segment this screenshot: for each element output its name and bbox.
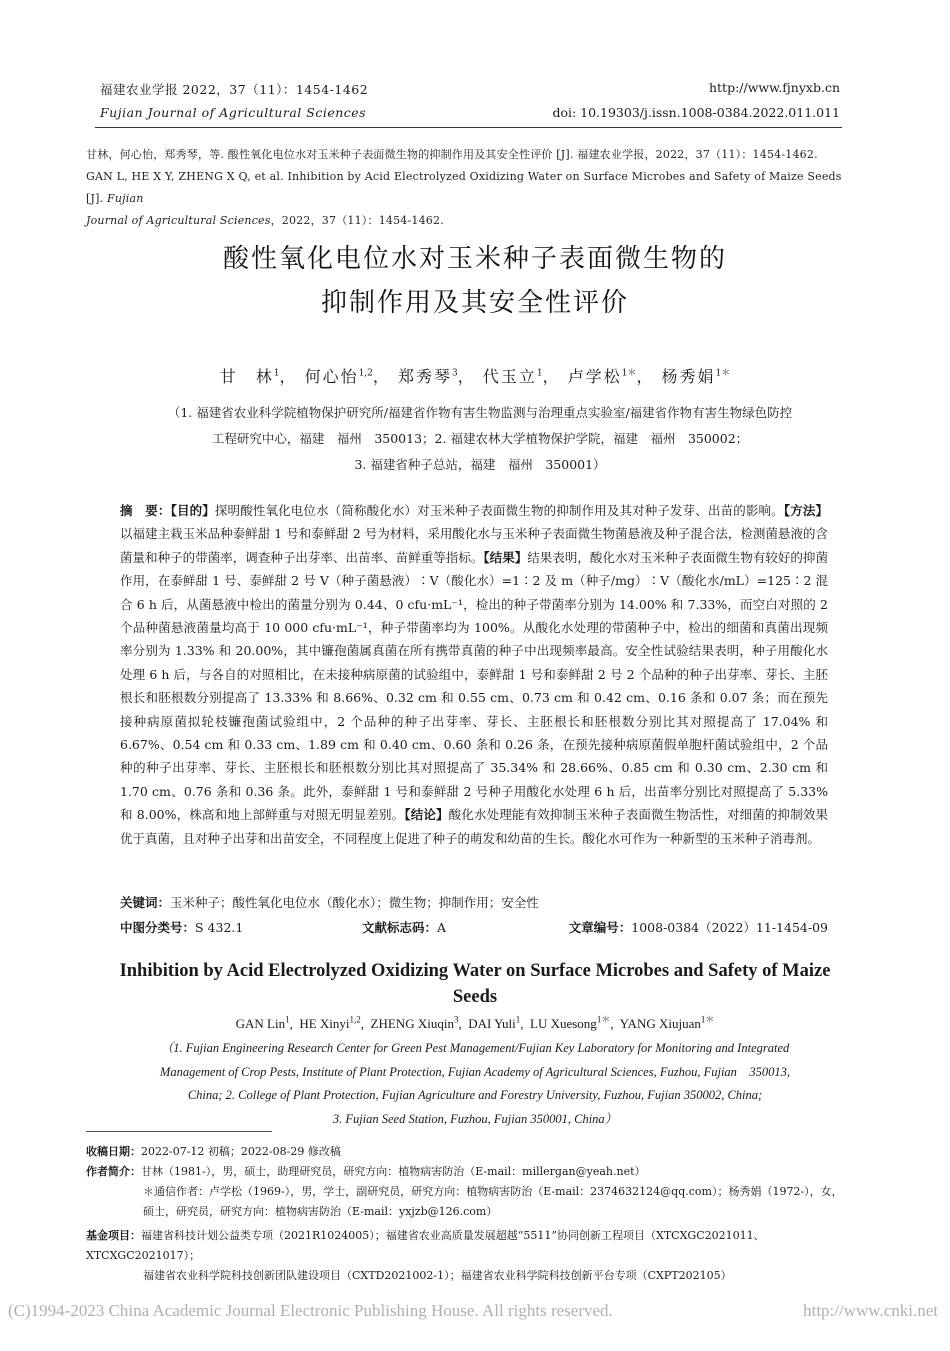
authors-cn: 甘 林$^1$， 何心怡$^{1,2}$， 郑秀琴$^3$， 代玉立$^1$， 卢学松$^{1*}$， 杨秀娟$^{1*}$: [219, 367, 731, 386]
classification: [120, 918, 828, 940]
citation-line-en-2: [86, 210, 856, 232]
affiliation-en-line: （1. Fujian Engineering Research Center for Green Pest Management/Fujian Key Laboratory for Monitoring and Integrated: [160, 1041, 790, 1055]
title-cn-line-2: 抑制作用及其安全性评价: [320, 288, 629, 318]
author-cn: 甘 林$^1$: [219, 367, 280, 386]
abstract-result: 结果表明，酸化水对玉米种子表面微生物有较好的抑菌作用，在泰鲜甜 1 号、泰鲜甜 2 号 V（种子菌悬液）∶V（酸化水）=1∶2 及 m（种子/mg）∶V（酸化水/mL）=125∶2 混合 6 h 后，从菌悬液中检出的菌量分别为 0.44、0 cfu·mL⁻¹，检出的种子带菌率分别为 14.00% 和 7.33%，而空白对照的 2 个品种菌悬液菌量均高于 10 000 cfu·mL⁻¹，种子带菌率均为 100%。从酸化水处理的带菌种子中，检出的细菌和真菌出现频率分别为 1.33% 和 20.00%，其中镰孢菌属真菌在所有携带真菌的种子中出现频率最高。安全性试验结果表明，种子用酸化水处理 6 h 后，与各自的对照相比，在未接种病原菌的试验组中，泰鲜甜 1 号和泰鲜甜 2 号 2 个品种的种子出芽率、芽长、主胚根长和胚根数分别提高了 13.33% 和 8.66%、0.32 cm 和 0.55 cm、0.73 cm 和 0.42 cm、0.16 条和 0.07 条；而在预先接种病原菌拟轮枝镰孢菌试验组中，2 个品种的种子出芽率、芽长、主胚根长和胚根数分别比其对照提高了 17.04% 和 6.67%、0.54 cm 和 0.33 cm、1.89 cm 和 0.40 cm、0.60 条和 0.26 条，在预先接种病原菌假单胞杆菌试验组中，2 个品种的种子出芽率、芽长、主胚根长和胚根数分别比其对照提高了 35.34% 和 28.66%、0.85 cm 和 0.30 cm、2.30 cm 和 1.70 cm、0.76 条和 0.36 条。此外，泰鲜甜 1 号和泰鲜甜 2 号种子用酸化水处理 6 h 后，出苗率分别比对照提高了 5.33% 和 8.00%，株高和地上部鲜重与对照无明显差别。: [120, 549, 828, 823]
watermark-url[interactable]: http://www.cnki.net: [803, 1301, 938, 1320]
authors-en: GAN Lin$^1$, HE Xinyi$^{1,2}$, ZHENG Xiuqin$^3$, DAI Yuli$^1$, LU Xuesong$^{1*}$, YANG Xiujuan$^{1*}$: [235, 1015, 715, 1032]
abstract-label: 摘 要：: [120, 503, 171, 518]
affiliation-cn-line: 3. 福建省种子总站，福建 福州 350001）: [354, 457, 606, 472]
title-cn-line-1: 酸性氧化电位水对玉米种子表面微生物的: [222, 244, 727, 274]
header-rule: [95, 127, 842, 128]
title-en: Inhibition by Acid Electrolyzed Oxidizing Water on Surface Microbes and Safety of Maize Seeds: [119, 961, 831, 1007]
fund-projects-cont: 福建省农业科学院科技创新团队建设项目（CXTD2021002-1）；福建省农业科学院科技创新平台专项（CXPT202105）: [143, 1269, 732, 1282]
citation: [86, 144, 856, 232]
author-en: HE Xinyi$^{1,2}$: [299, 1015, 361, 1032]
abstract-conclusion: 酸化水处理能有效抑制玉米种子表面微生物活性，对细菌的抑制效果优于真菌，且对种子出芽和出苗安全，不同程度上促进了种子的萌发和幼苗的生长。酸化水可作为一种新型的玉米种子消毒剂。: [120, 807, 828, 846]
affiliation-cn-line: （1. 福建省农业科学院植物保护研究所/福建省作物有害生物监测与治理重点实验室/福建省作物有害生物绿色防控: [167, 405, 793, 420]
author-cn: 何心怡$^{1,2}$: [304, 367, 373, 386]
purpose-tag: 【目的】: [170, 503, 215, 518]
journal-en-header: Fujian Journal of Agricultural Sciences: [100, 105, 367, 120]
keywords-text: 玉米种子；酸性氧化电位水（酸化水）；微生物；抑制作用；安全性: [170, 895, 539, 910]
journal-url[interactable]: http://www.fjnyxb.cn: [708, 80, 840, 95]
author-cn: 杨秀娟$^{1*}$: [661, 367, 731, 386]
doi[interactable]: doi: 10.19303/j.issn.1008-0384.2022.011.011: [552, 105, 840, 120]
citation-line-cn: 甘林，何心怡，郑秀琴，等. 酸性氧化电位水对玉米种子表面微生物的抑制作用及其安全性评价 [J]. 福建农业学报，2022，37（11）：1454-1462.: [86, 148, 818, 161]
author-en: YANG Xiujuan$^{1*}$: [619, 1015, 715, 1032]
title-cn: [0, 237, 950, 325]
citation-en-journal-1: Fujian: [107, 192, 144, 205]
footnote-rule: [86, 1131, 272, 1132]
corresponding-author-cont: 硕士，研究员，研究方向：植物病害防治（E-mail：yxjzb@126.com）: [143, 1205, 498, 1218]
affiliation-en-line: China; 2. College of Plant Protection, Fujian Agriculture and Forestry University, Fuzhou, Fujian 350002, China;: [187, 1088, 763, 1102]
conclusion-tag: 【结论】: [404, 807, 449, 823]
author-cn: 卢学松$^{1*}$: [567, 367, 637, 386]
citation-line-en: [86, 166, 856, 210]
keywords-label: 关键词：: [120, 895, 171, 910]
author-en: GAN Lin$^1$: [235, 1015, 290, 1032]
author-en: ZHENG Xiuqin$^3$: [370, 1015, 459, 1032]
doc-code: 文献标志码：A: [362, 920, 447, 935]
footnotes: [86, 1142, 866, 1286]
author-en: LU Xuesong$^{1*}$: [530, 1015, 611, 1032]
article-number: 文章编号：1008-0384（2022）11-1454-09: [568, 920, 828, 935]
affiliation-en-line: 3. Fujian Seed Station, Fuzhou, Fujian 350001, China）: [332, 1111, 618, 1126]
author-en: DAI Yuli$^1$: [468, 1015, 521, 1032]
author-bio: 作者简介：甘林（1981-），男，硕士，助理研究员，研究方向：植物病害防治（E-mail：millergan@yeah.net）: [86, 1165, 646, 1178]
corresponding-author: ＊通信作者：卢学松（1969-），男，学士，副研究员，研究方向：植物病害防治（E-mail：2374632124@qq.com）；杨秀娟（1972-），女，: [143, 1185, 843, 1198]
watermark-copyright: (C)1994-2023 China Academic Journal Electronic Publishing House. All rights reserved.: [8, 1301, 613, 1320]
citation-en-pages: ，2022，37（11）：1454-1462.: [270, 214, 444, 227]
fund-projects: 基金项目：福建省科技计划公益类专项（2021R1024005）；福建省农业高质量发展超越“5511”协同创新工程项目（XTCXGC2021011、XTCXGC2021017）；: [86, 1229, 765, 1262]
abstract-purpose: 探明酸性氧化电位水（简称酸化水）对玉米种子表面微生物的抑制作用及其对种子发芽、出苗的影响。: [214, 503, 784, 518]
keywords: [120, 892, 828, 914]
author-cn: 郑秀琴$^3$: [398, 367, 458, 386]
citation-en-journal-2: Journal of Agricultural Sciences: [86, 214, 271, 227]
affiliation-cn: [120, 400, 840, 478]
affiliation-cn-line: 工程研究中心，福建 福州 350013；2. 福建农林大学植物保护学院，福建 福州 350002；: [211, 431, 749, 446]
citation-en-text: GAN L, HE X Y, ZHENG X Q, et al. Inhibition by Acid Electrolyzed Oxidizing Water on Surface Microbes and Safety of Maize Seeds [J].: [86, 170, 842, 205]
clc-code: 中图分类号：S 432.1: [120, 920, 244, 935]
abstract: [120, 499, 828, 850]
journal-cn-header: 福建农业学报 2022，37（11）：1454-1462: [100, 82, 369, 97]
affiliation-en: [120, 1037, 830, 1131]
author-cn: 代玉立$^1$: [482, 367, 543, 386]
result-tag: 【结果】: [483, 549, 528, 565]
abstract-method: 以福建主栽玉米品种泰鲜甜 1 号和泰鲜甜 2 号为材料，采用酸化水与玉米种子表面微生物菌悬液及种子混合法，检测菌悬液的含菌量和种子的带菌率，调查种子出芽率、出苗率、苗鲜重等指标。: [120, 526, 828, 565]
affiliation-en-line: Management of Crop Pests, Institute of Plant Protection, Fujian Academy of Agricultural Sciences, Fuzhou, Fujian 350013,: [159, 1064, 791, 1079]
method-tag: 【方法】: [783, 503, 828, 518]
received-date: 收稿日期：2022-07-12 初稿；2022-08-29 修改稿: [86, 1145, 341, 1158]
